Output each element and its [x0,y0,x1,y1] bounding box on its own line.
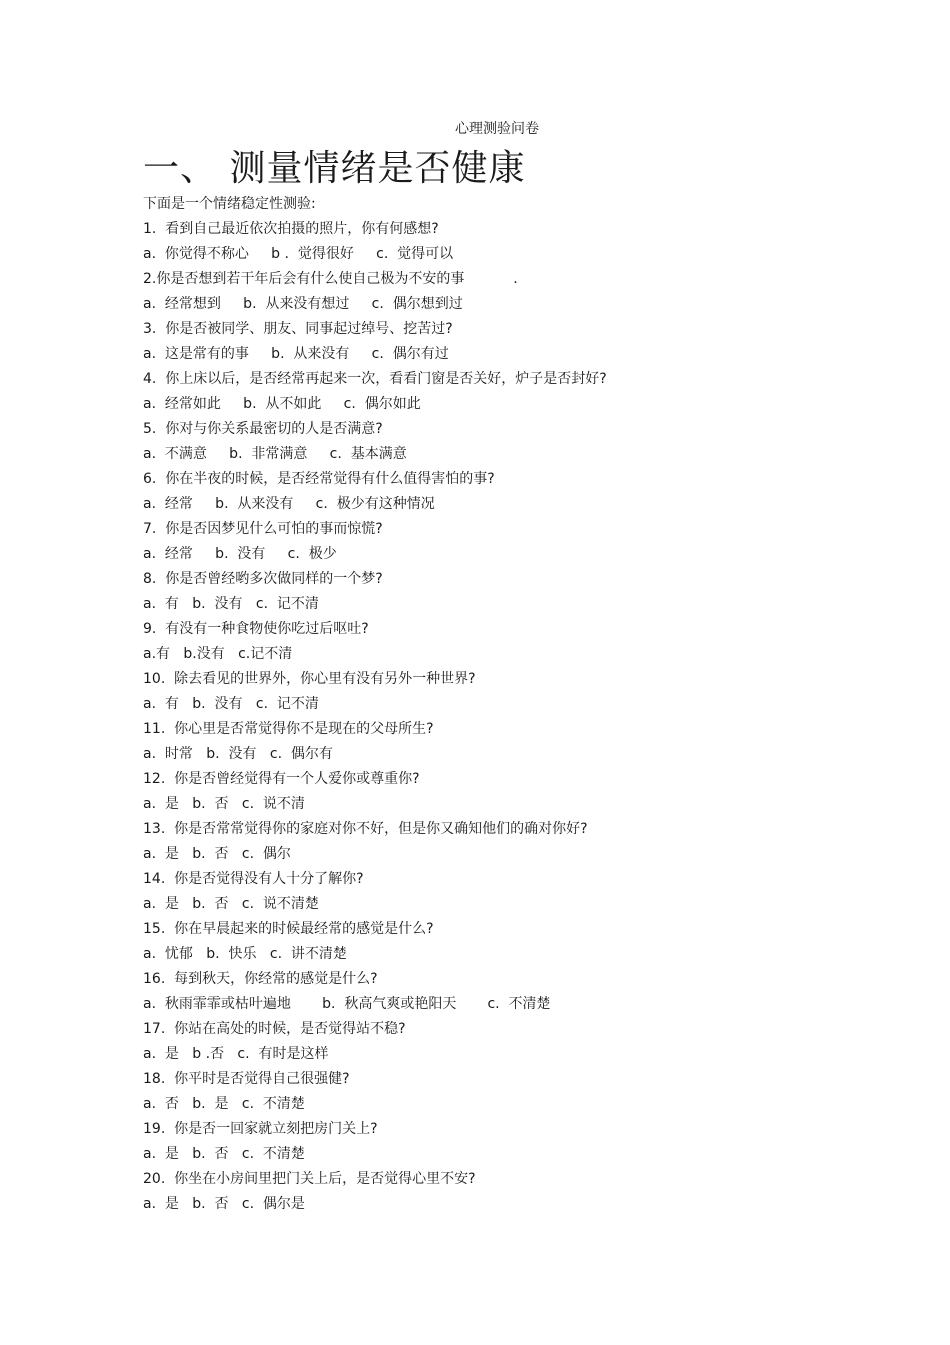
answer-options: a. 否 b. 是 c. 不清楚 [143,1096,305,1112]
question-text: 5. 你对与你关系最密切的人是否满意? [143,421,383,437]
answer-options: a. 是 b. 否 c. 说不清楚 [143,896,319,912]
question-text: 18. 你平时是否觉得自己很强健? [143,1071,350,1087]
question-item [143,319,843,369]
question-item [143,769,843,819]
answer-options: a. 经常想到 b. 从来没有想过 c. 偶尔想到过 [143,296,463,312]
answer-options: a. 时常 b. 没有 c. 偶尔有 [143,746,333,762]
answer-options: a. 忧郁 b. 快乐 c. 讲不清楚 [143,946,347,962]
question-text: 13. 你是否常常觉得你的家庭对你不好，但是你又确知他们的确对你好? [143,821,588,837]
question-text: 8. 你是否曾经哟多次做同样的一个梦? [143,571,383,587]
question-text: 19. 你是否一回家就立刻把房门关上? [143,1121,378,1137]
question-text: 2.你是否想到若干年后会有什么使自己极为不安的事 . [143,271,518,287]
answer-options: a. 是 b. 否 c. 不清楚 [143,1146,305,1162]
question-item [143,669,843,719]
answer-options: a. 是 b. 否 c. 偶尔是 [143,1196,305,1212]
answer-options: a. 经常如此 b. 从不如此 c. 偶尔如此 [143,396,421,412]
document-title: 心理测验问卷 [455,121,539,137]
question-text: 16. 每到秋天，你经常的感觉是什么? [143,971,378,987]
answer-options: a. 是 b .否 c. 有时是这样 [143,1046,329,1062]
question-item [143,869,843,919]
question-text: 10. 除去看见的世界外，你心里有没有另外一种世界? [143,671,476,687]
question-item [143,819,843,869]
answer-options: a. 经常 b. 没有 c. 极少 [143,546,337,562]
answer-options: a. 这是常有的事 b. 从来没有 c. 偶尔有过 [143,346,449,362]
question-text: 14. 你是否觉得没有人十分了解你? [143,871,364,887]
question-item [143,1069,843,1119]
answer-options: a.有 b.没有 c.记不清 [143,646,293,662]
question-item [143,1119,843,1169]
answer-options: a. 有 b. 没有 c. 记不清 [143,696,319,712]
question-item [143,519,843,569]
question-text: 1. 看到自己最近依次拍摄的照片，你有何感想? [143,221,439,237]
question-item [143,469,843,519]
question-item [143,269,843,319]
question-item [143,1019,843,1069]
question-list [143,219,843,1219]
answer-options: a. 经常 b. 从来没有 c. 极少有这种情况 [143,496,435,512]
question-text: 15. 你在早晨起来的时候最经常的感觉是什么? [143,921,434,937]
question-text: 9. 有没有一种食物使你吃过后呕吐? [143,621,369,637]
question-item [143,369,843,419]
answer-options: a. 秋雨霏霏或枯叶遍地 b. 秋高气爽或艳阳天 c. 不清楚 [143,996,551,1012]
question-text: 17. 你站在高处的时候，是否觉得站不稳? [143,1021,406,1037]
question-item [143,969,843,1019]
intro-text: 下面是一个情绪稳定性测验: [143,196,316,212]
answer-options: a. 是 b. 否 c. 说不清 [143,796,305,812]
section-heading: 一、 测量情绪是否健康 [143,148,526,189]
question-item [143,219,843,269]
question-text: 3. 你是否被同学、朋友、同事起过绰号、挖苦过? [143,321,453,337]
question-item [143,419,843,469]
question-item [143,1169,843,1219]
question-item [143,619,843,669]
answer-options: a. 不满意 b. 非常满意 c. 基本满意 [143,446,407,462]
question-text: 20. 你坐在小房间里把门关上后，是否觉得心里不安? [143,1171,476,1187]
answer-options: a. 是 b. 否 c. 偶尔 [143,846,291,862]
answer-options: a. 你觉得不称心 b . 觉得很好 c. 觉得可以 [143,246,454,262]
question-text: 6. 你在半夜的时候，是否经常觉得有什么值得害怕的事? [143,471,495,487]
question-item [143,569,843,619]
question-item [143,919,843,969]
answer-options: a. 有 b. 没有 c. 记不清 [143,596,319,612]
question-text: 11. 你心里是否常觉得你不是现在的父母所生? [143,721,434,737]
question-text: 12. 你是否曾经觉得有一个人爱你或尊重你? [143,771,420,787]
question-text: 7. 你是否因梦见什么可怕的事而惊慌? [143,521,383,537]
question-text: 4. 你上床以后，是否经常再起来一次，看看门窗是否关好，炉子是否封好? [143,371,607,387]
question-item [143,719,843,769]
